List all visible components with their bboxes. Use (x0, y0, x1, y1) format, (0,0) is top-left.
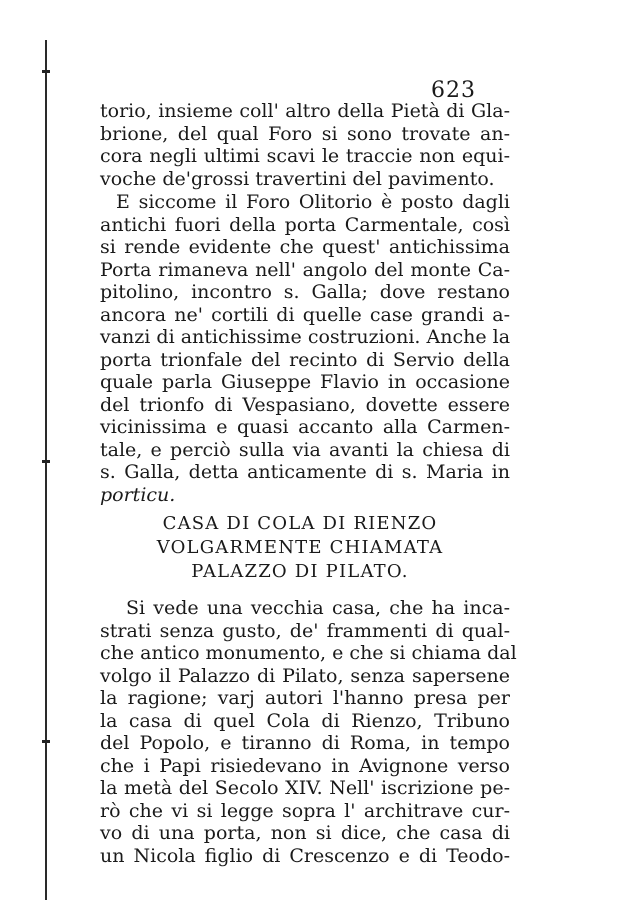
binding-stitch (42, 740, 50, 743)
text-line: s. Galla, detta anticamente di s. Maria in (100, 461, 510, 483)
text-line: si rende evidente che quest' antichissima (100, 236, 510, 258)
heading-line: CASA DI COLA DI RIENZO (162, 513, 438, 534)
heading-line: VOLGARMENTE CHIAMATA (156, 537, 444, 558)
text-line: Si vede una vecchia casa, che ha inca- (126, 597, 510, 619)
paragraph-2 (100, 191, 510, 506)
text-line: brione, del qual Foro si sono trovate an- (100, 122, 510, 145)
text-line: rò che vi si legge sopra l' architrave cur- (100, 799, 510, 822)
section-heading (130, 512, 470, 584)
text-line: vicinissima e quasi accanto alla Carmen- (100, 416, 510, 438)
text-line: quale parla Giuseppe Flavio in occasione (100, 371, 510, 393)
text-line: del Popolo, e tiranno di Roma, in tempo (100, 732, 510, 754)
text-line: vanzi di antichissime costruzioni. Anche la (100, 326, 511, 348)
text-line: strati senza gusto, de' frammenti di qual- (100, 619, 510, 642)
text-line: tale, e perciò sulla via avanti la chiesa di (100, 438, 510, 461)
text-line: porta trionfale del recinto di Servio della (100, 348, 510, 371)
text-line: un Nicola figlio di Crescenzo e di Teodo- (100, 844, 510, 867)
text-line: pitolino, incontro s. Galla; dove restano (100, 281, 510, 303)
text-line: torio, insieme coll' altro della Pietà di Gla- (100, 100, 510, 122)
text-line: la metà del Secolo XIV. Nell' iscrizione pe- (100, 777, 510, 799)
text-line: E siccome il Foro Olitorio è posto dagli (116, 191, 510, 213)
text-line: voche de'grossi travertini del pavimento. (100, 167, 495, 190)
text-line: la casa di quel Cola di Rienzo, Tribuno (100, 709, 510, 732)
text-line: che antico monumento, e che si chiama dal (100, 642, 517, 664)
paragraph-3 (100, 597, 517, 867)
text-line: cora negli ultimi scavi le traccie non equi- (100, 145, 510, 167)
text-line: vo di una porta, non si dice, che casa di (100, 822, 510, 844)
binding-stitch (42, 460, 50, 463)
text-line: Porta rimaneva nell' angolo del monte Ca- (100, 258, 510, 281)
paragraph-1 (100, 100, 510, 190)
text-line: del trionfo di Vespasiano, dovette essere (100, 393, 510, 416)
text-line: antichi fuori della porta Carmentale, così (100, 213, 510, 236)
binding-stitch (42, 70, 50, 73)
page-number: 623 (431, 78, 476, 103)
text-line: la ragione; varj autori l'hanno presa per (100, 687, 510, 709)
text-line: che i Papi risiedevano in Avignone verso (100, 754, 510, 777)
heading-line: PALAZZO DI PILATO. (191, 561, 409, 582)
binding-edge (45, 40, 47, 900)
text-line: porticu. (100, 483, 176, 506)
book-binding (42, 40, 48, 900)
text-line: volgo il Palazzo di Pilato, senza sapersene (100, 664, 510, 687)
text-line: ancora ne' cortili di quelle case grandi a- (100, 303, 510, 326)
